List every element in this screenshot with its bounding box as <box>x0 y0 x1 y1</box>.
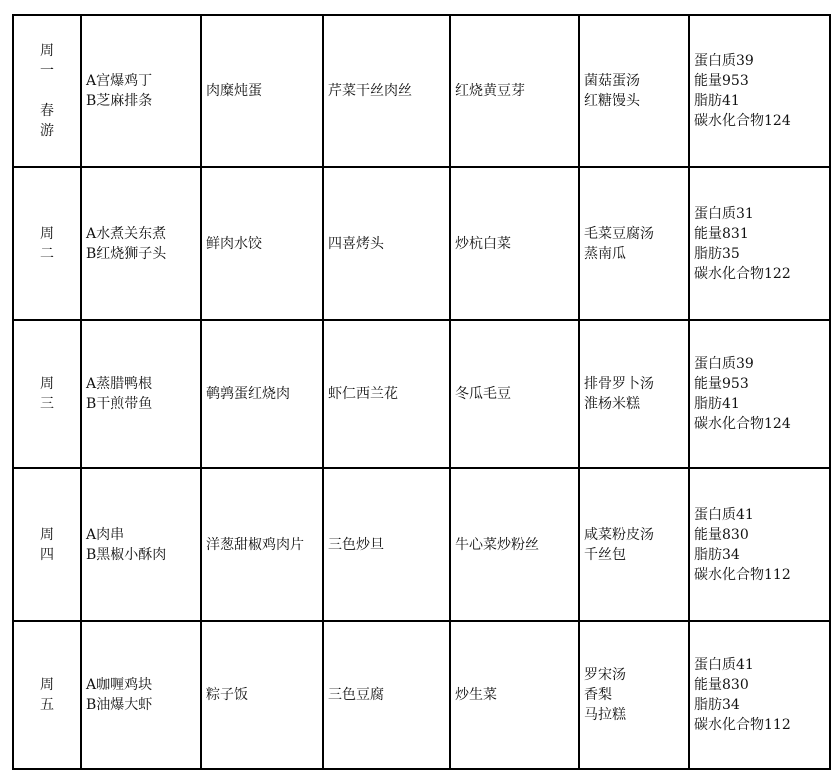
third-dish-cell <box>323 621 450 769</box>
day-label-char: 五 <box>40 697 54 713</box>
main-dish-cell <box>81 320 201 468</box>
nutrition-cell-line: 蛋白质41 <box>694 657 754 673</box>
menu-row <box>13 320 830 468</box>
soup-snack-cell-line: 毛菜豆腐汤 <box>584 225 654 242</box>
main-dish-cell <box>81 167 201 320</box>
nutrition-cell <box>689 621 830 769</box>
nutrition-cell-line: 碳水化合物112 <box>694 717 791 733</box>
day-cell <box>13 621 81 769</box>
second-dish-cell <box>201 15 323 167</box>
third-dish-cell <box>323 320 450 468</box>
day-label-char: 四 <box>40 546 54 563</box>
day-label-char: 一 <box>40 63 54 79</box>
second-dish-cell-text: 鲜肉水饺 <box>206 235 262 252</box>
menu-row <box>13 468 830 621</box>
third-dish-cell <box>323 15 450 167</box>
menu-table-body <box>13 15 830 769</box>
vegetable-cell-text: 牛心菜炒粉丝 <box>455 536 539 553</box>
second-dish-cell-text: 鹌鹑蛋红烧肉 <box>206 386 290 402</box>
soup-snack-cell-line: 菌菇蛋汤 <box>584 73 640 89</box>
third-dish-cell <box>323 167 450 320</box>
nutrition-cell-line: 蛋白质39 <box>694 53 754 69</box>
nutrition-cell-line: 能量953 <box>694 73 749 89</box>
soup-snack-cell-line: 蒸南瓜 <box>584 245 626 262</box>
main-dish-cell <box>81 621 201 769</box>
day-label-char: 周 <box>40 526 54 543</box>
nutrition-cell-line: 碳水化合物122 <box>694 265 791 282</box>
nutrition-cell-line: 能量830 <box>694 677 749 693</box>
nutrition-cell-line: 脂肪41 <box>694 396 740 412</box>
second-dish-cell-text: 肉糜炖蛋 <box>206 83 262 99</box>
soup-snack-cell-line: 淮杨米糕 <box>584 396 640 412</box>
nutrition-cell-line: 碳水化合物124 <box>694 113 791 129</box>
third-dish-cell-text: 芹菜干丝肉丝 <box>328 83 412 99</box>
main-dish-cell <box>81 468 201 621</box>
soup-snack-cell <box>579 468 689 621</box>
nutrition-cell <box>689 167 830 320</box>
second-dish-cell-text: 洋葱甜椒鸡肉片 <box>206 536 304 553</box>
soup-snack-cell-line: 罗宋汤 <box>584 667 626 683</box>
soup-snack-cell <box>579 167 689 320</box>
day-label-char: 游 <box>40 123 54 139</box>
soup-snack-cell-line: 排骨罗卜汤 <box>584 376 654 392</box>
day-label-char: 周 <box>40 225 54 242</box>
main-dish-cell <box>81 15 201 167</box>
nutrition-cell <box>689 468 830 621</box>
nutrition-cell-line: 蛋白质31 <box>694 205 754 222</box>
main-dish-cell-line: A咖喱鸡块 <box>86 677 153 693</box>
day-label-char: 春 <box>40 103 54 119</box>
day-label-char: 周 <box>40 43 54 59</box>
vegetable-cell <box>450 621 579 769</box>
second-dish-cell-text: 粽子饭 <box>206 687 248 703</box>
second-dish-cell <box>201 621 323 769</box>
second-dish-cell <box>201 167 323 320</box>
main-dish-cell-line: B芝麻排条 <box>86 93 153 109</box>
nutrition-cell-line: 脂肪34 <box>694 546 740 563</box>
third-dish-cell-text: 三色炒旦 <box>328 536 384 553</box>
third-dish-cell-text: 三色豆腐 <box>328 687 384 703</box>
day-cell <box>13 468 81 621</box>
second-dish-cell <box>201 320 323 468</box>
day-label-char: 周 <box>40 677 54 693</box>
weekly-menu-table <box>12 14 831 770</box>
second-dish-cell <box>201 468 323 621</box>
menu-row <box>13 167 830 320</box>
nutrition-cell <box>689 320 830 468</box>
nutrition-cell-line: 脂肪41 <box>694 93 740 109</box>
nutrition-cell-line: 碳水化合物124 <box>694 416 791 432</box>
vegetable-cell-text: 炒杭白菜 <box>455 235 511 252</box>
soup-snack-cell <box>579 621 689 769</box>
nutrition-cell-line: 能量953 <box>694 376 749 392</box>
soup-snack-cell <box>579 320 689 468</box>
nutrition-cell-line: 能量830 <box>694 526 749 543</box>
main-dish-cell-line: B干煎带鱼 <box>86 396 153 412</box>
main-dish-cell-line: A蒸腊鸭根 <box>86 376 153 392</box>
vegetable-cell <box>450 167 579 320</box>
nutrition-cell <box>689 15 830 167</box>
third-dish-cell-text: 虾仁西兰花 <box>328 386 398 402</box>
main-dish-cell-line: B油爆大虾 <box>86 697 153 713</box>
vegetable-cell-text: 冬瓜毛豆 <box>455 386 511 402</box>
vegetable-cell-text: 红烧黄豆芽 <box>455 83 525 99</box>
vegetable-cell <box>450 15 579 167</box>
day-label-char: 二 <box>40 245 54 262</box>
day-label-char: 周 <box>40 376 54 392</box>
vegetable-cell-text: 炒生菜 <box>455 687 497 703</box>
soup-snack-cell <box>579 15 689 167</box>
third-dish-cell-text: 四喜烤头 <box>328 235 384 252</box>
nutrition-cell-line: 脂肪35 <box>694 245 740 262</box>
day-cell <box>13 167 81 320</box>
vegetable-cell <box>450 468 579 621</box>
third-dish-cell <box>323 468 450 621</box>
nutrition-cell-line: 能量831 <box>694 225 749 242</box>
menu-row <box>13 621 830 769</box>
menu-row <box>13 15 830 167</box>
main-dish-cell-line: A肉串 <box>86 526 125 543</box>
nutrition-cell-line: 蛋白质41 <box>694 506 754 523</box>
main-dish-cell-line: B黑椒小酥肉 <box>86 546 167 563</box>
soup-snack-cell-line: 马拉糕 <box>584 707 626 723</box>
soup-snack-cell-line: 红糖馒头 <box>584 93 640 109</box>
day-label-char <box>18 81 76 101</box>
day-label-char: 三 <box>40 396 54 412</box>
main-dish-cell-line: A水煮关东煮 <box>86 225 167 242</box>
vegetable-cell <box>450 320 579 468</box>
nutrition-cell-line: 脂肪34 <box>694 697 740 713</box>
nutrition-cell-line: 碳水化合物112 <box>694 566 791 583</box>
soup-snack-cell-line: 香梨 <box>584 687 612 703</box>
nutrition-cell-line: 蛋白质39 <box>694 356 754 372</box>
main-dish-cell-line: B红烧狮子头 <box>86 245 167 262</box>
main-dish-cell-line: A宫爆鸡丁 <box>86 73 153 89</box>
day-cell <box>13 15 81 167</box>
soup-snack-cell-line: 咸菜粉皮汤 <box>584 526 654 543</box>
soup-snack-cell-line: 千丝包 <box>584 546 626 563</box>
day-cell <box>13 320 81 468</box>
